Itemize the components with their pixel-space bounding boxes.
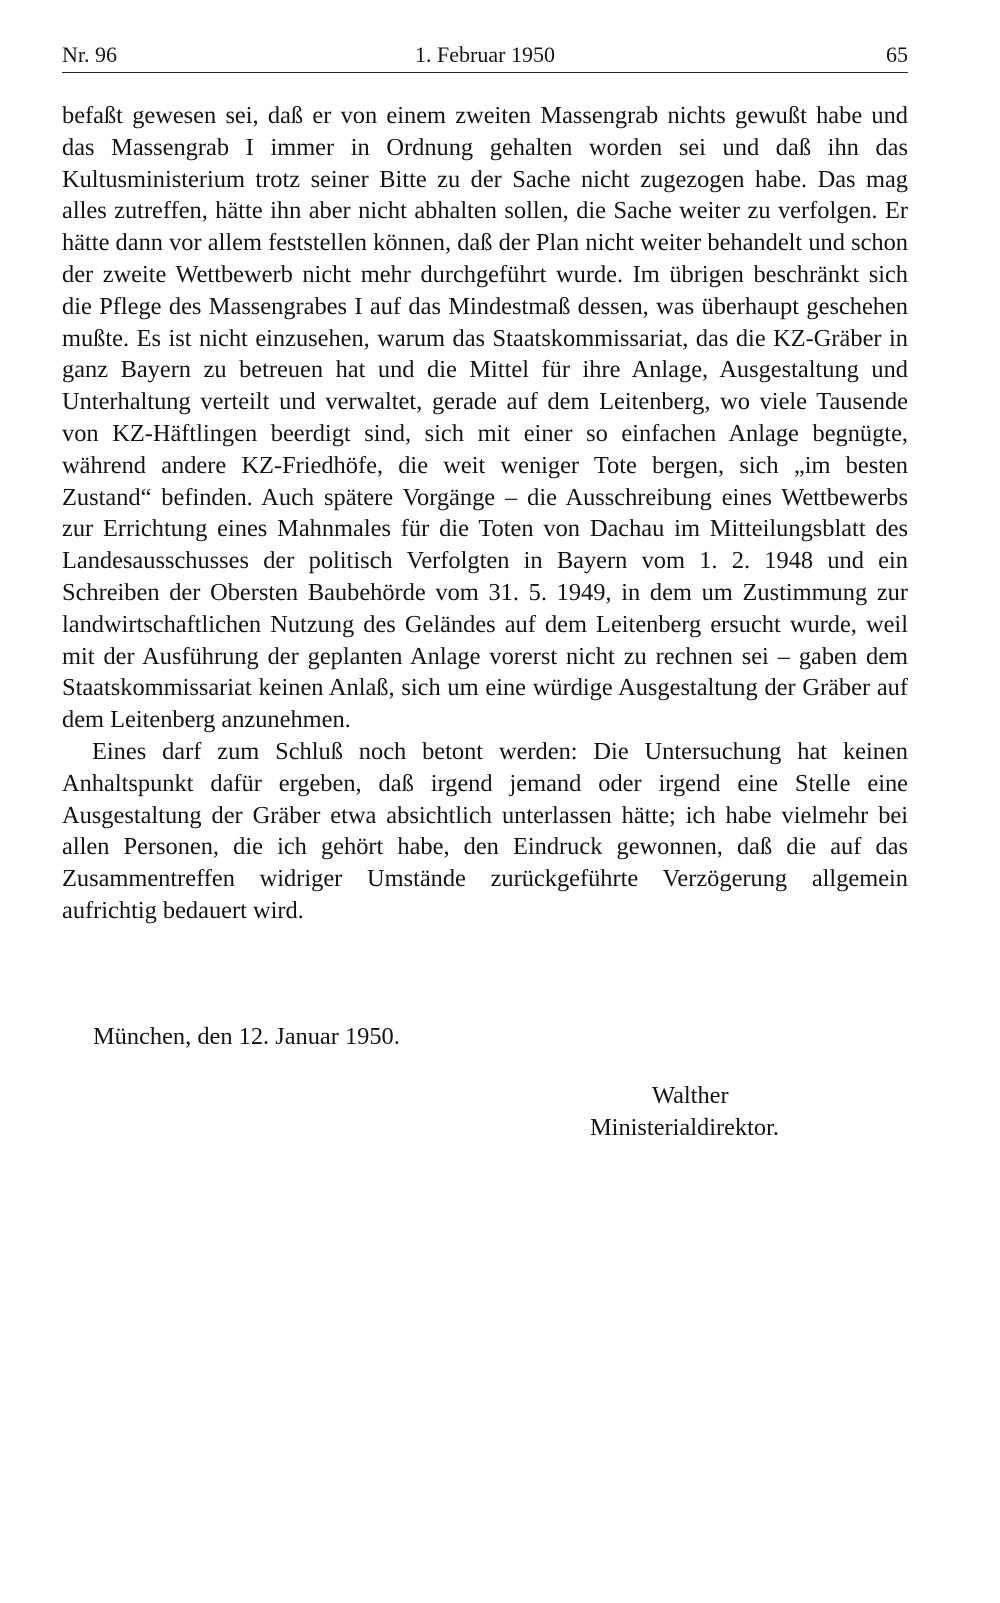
signature-block	[590, 1080, 779, 1144]
signatory-title: Ministerialdirektor.	[590, 1114, 779, 1141]
paragraph: befaßt gewesen sei, daß er von einem zweiten Massengrab nichts gewußt habe und das Massengrab I immer in Ordnung gehalten worden sei und daß ihn das Kultusministerium trotz seiner Bitte zu der Sache nicht zugezogen habe. Das mag alles zutreffen, hätte ihn aber nicht abhalten sollen, die Sache weiter zu verfolgen. Er hätte dann vor allem feststellen können, daß der Plan nicht weiter behandelt und schon der zweite Wettbewerb nicht mehr durchgeführt wurde. Im übrigen beschränkt sich die Pflege des Massengrabes I auf das Mindestmaß dessen, was überhaupt geschehen mußte. Es ist nicht einzusehen, warum das Staatskommissariat, das die KZ-Gräber in ganz Bayern zu betreuen hat und die Mittel für ihre Anlage, Ausgestaltung und Unterhaltung verteilt und verwaltet, gerade auf dem Leitenberg, wo viele Tausende von KZ-Häftlingen beerdigt sind, sich mit einer so einfachen Anlage begnügte, während andere KZ-Friedhöfe, die weit weniger Tote bergen, sich „im besten Zustand“ befinden. Auch spätere Vorgänge – die Ausschreibung eines Wettbewerbs zur Errichtung eines Mahnmales für die Toten von Dachau im Mitteilungsblatt des Landesausschusses der politisch Verfolgten in Bayern vom 1. 2. 1948 und ein Schreiben der Obersten Baubehörde vom 31. 5. 1949, in dem um Zustimmung zur landwirtschaftlichen Nutzung des Geländes auf dem Leitenberg ersucht wurde, weil mit der Ausführung der geplanten Anlage vorerst nicht zu rechnen sei – gaben dem Staatskommissariat keinen Anlaß, sich um eine würdige Ausgestaltung der Gräber auf dem Leitenberg anzunehmen.	[62, 102, 908, 734]
signatory-name: Walther	[652, 1082, 729, 1109]
issue-date: 1. Februar 1950	[415, 42, 555, 67]
place-and-date: München, den 12. Januar 1950.	[93, 1023, 400, 1050]
body-text	[62, 100, 908, 927]
issue-number: Nr. 96	[62, 42, 117, 67]
paragraph: Eines darf zum Schluß noch betont werden: Die Untersuchung hat keinen Anhaltspunkt dafür ergeben, daß irgend jemand oder irgend eine Stelle eine Ausgestaltung der Gräber etwa absichtlich unterlassen hätte; ich habe vielmehr bei allen Personen, die ich gehört habe, den Eindruck gewonnen, daß die auf das Zusammentreffen widriger Umstände zurückgeführte Verzögerung allgemein aufrichtig bedauert wird.	[62, 737, 908, 924]
page-header	[62, 38, 908, 73]
page-number: 65	[886, 42, 908, 67]
